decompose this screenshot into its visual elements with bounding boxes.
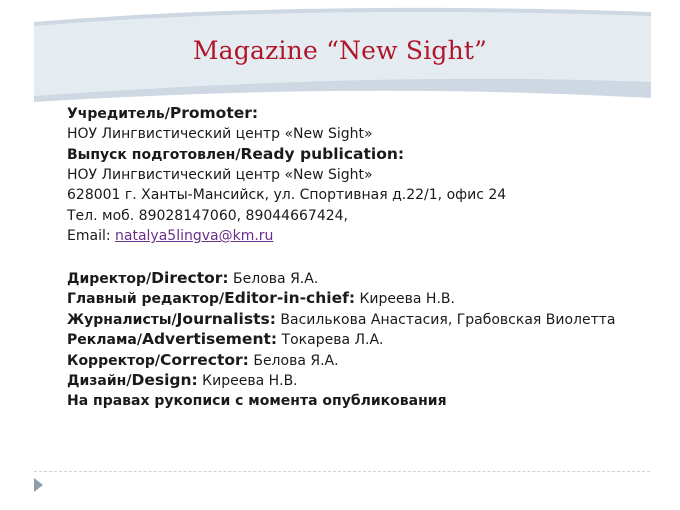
corrector-label-ru: Корректор/ — [67, 352, 160, 369]
prepared-label-line — [67, 144, 667, 165]
founder-value: НОУ Лингвистический центр «New Sight» — [67, 125, 373, 142]
founder-label-ru: Учредитель/ — [67, 106, 170, 122]
imprint-block — [67, 103, 667, 411]
journalists-value: Василькова Анастасия, Грабовская Виолетта — [275, 311, 616, 328]
journalists-label-ru: Журналисты/ — [67, 311, 177, 328]
phones: Тел. моб. 89028147060, 89044667424, — [67, 207, 348, 224]
director-label-ru: Директор/ — [67, 270, 152, 287]
corrector-label-en: Corrector: — [159, 350, 249, 369]
editor-label-ru: Главный редактор/ — [67, 291, 225, 307]
design-line — [67, 370, 667, 391]
prepared-value: НОУ Лингвистический центр «New Sight» — [67, 166, 373, 183]
founder-label-line — [67, 103, 667, 124]
next-slide-arrow-icon[interactable] — [34, 478, 43, 492]
address: 628001 г. Ханты-Мансийск, ул. Спортивная д.22/1, офис 24 — [67, 187, 507, 203]
footer-divider — [34, 471, 650, 472]
design-label-ru: Дизайн/ — [67, 373, 132, 389]
founder-label-en: Promoter: — [169, 104, 259, 122]
ads-value: Токарева Л.А. — [277, 332, 384, 348]
editor-line — [67, 288, 667, 309]
editor-value: Киреева Н.В. — [355, 291, 455, 307]
director-label-en: Director: — [151, 268, 229, 287]
corrector-line — [67, 350, 667, 371]
design-label-en: Design: — [131, 371, 198, 389]
email-link[interactable]: natalya5lingva@km.ru — [115, 228, 274, 244]
page-title: Magazine “New Sight” — [192, 36, 488, 65]
director-line — [67, 268, 667, 289]
email-line — [67, 226, 667, 247]
design-value: Киреева Н.В. — [197, 373, 298, 389]
rights-note: На правах рукописи с момента опубликования — [67, 392, 447, 409]
ads-label-ru: Реклама/ — [67, 332, 142, 348]
ads-line — [67, 329, 667, 350]
spacer — [67, 247, 667, 268]
prepared-label-ru: Выпуск подготовлен/ — [67, 147, 241, 163]
director-value: Белова Я.А. — [228, 270, 319, 287]
ads-label-en: Advertisement: — [141, 330, 278, 348]
corrector-value: Белова Я.А. — [248, 352, 339, 369]
prepared-label-en: Ready publication: — [240, 145, 405, 163]
journalists-line — [67, 309, 667, 330]
journalists-label-en: Journalists: — [176, 309, 276, 328]
editor-label-en: Editor-in-chief: — [224, 289, 356, 307]
email-label: Email: — [67, 228, 116, 244]
